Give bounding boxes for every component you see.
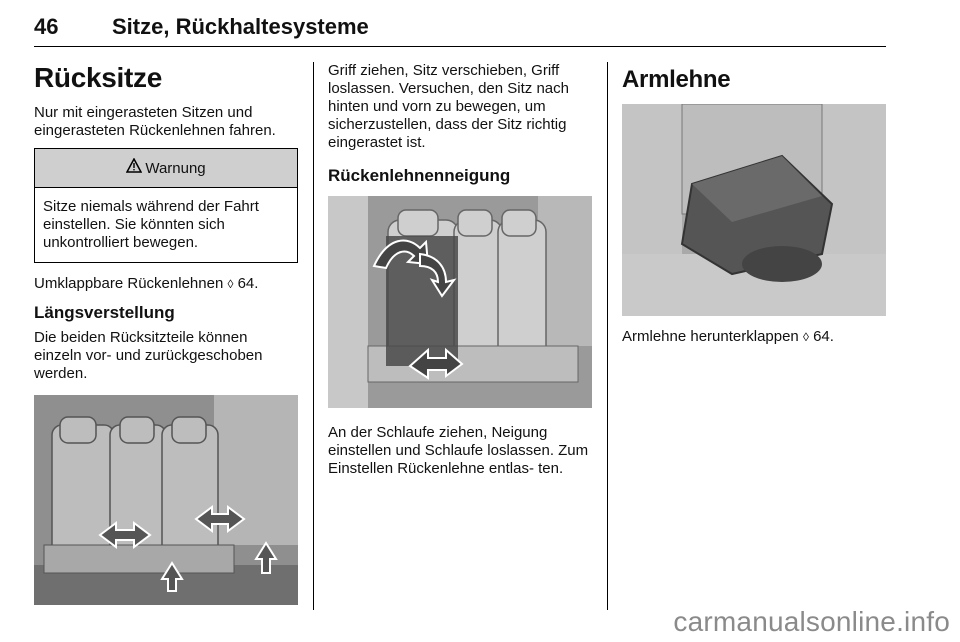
reference-icon: ◊ <box>802 330 809 344</box>
subsection-heading: Rückenlehnenneigung <box>328 166 511 185</box>
fold-text: Umklappbare Rückenlehnen <box>34 275 224 292</box>
intro-paragraph: Nur mit eingerasteten Sitzen und eingerasteten Rückenlehnen fahren. <box>34 104 276 139</box>
warning-triangle-icon <box>126 158 142 178</box>
section-heading: Armlehne <box>622 66 731 93</box>
subsection-heading: Längsverstellung <box>34 303 175 322</box>
warning-title: Warnung <box>145 159 206 177</box>
armrest-text: Armlehne herunterklappen <box>622 328 799 345</box>
reference-icon: ◊ <box>227 277 234 291</box>
page-number: 46 <box>34 14 59 39</box>
fold-paragraph <box>34 275 298 293</box>
armrest-page-ref[interactable]: 64. <box>813 328 834 345</box>
page-header <box>34 4 886 47</box>
longitudinal-paragraph: Die beiden Rücksitzteile können einzeln vor- und zurückgeschoben werden. <box>34 329 263 382</box>
armrest-image <box>622 104 886 316</box>
warning-text: Sitze niemals während der Fahrt einstellen. Sie könnten sich unkontrolliert bewegen. <box>43 198 259 251</box>
column-left <box>34 62 298 605</box>
column-right <box>622 62 886 354</box>
fold-page-ref[interactable]: 64. <box>237 275 259 292</box>
warning-box <box>34 148 298 263</box>
rear-seat-slide-image <box>34 395 298 605</box>
warning-header <box>35 149 297 188</box>
column-middle <box>328 62 592 486</box>
recline-paragraph: An der Schlaufe ziehen, Neigung einstellen und Schlaufe loslassen. Zum Einstellen Rückenlehne entlas- ten. <box>328 424 589 477</box>
armrest-paragraph <box>622 328 886 346</box>
column-divider <box>607 62 608 610</box>
section-heading: Rücksitze <box>34 62 163 93</box>
watermark: carmanualsonline.info <box>673 606 950 637</box>
continued-paragraph: Griff ziehen, Sitz verschieben, Griff loslassen. Versuchen, den Sitz nach hinten und vorn zu bewegen, um sicherzustellen, dass der Sitz richtig eingerastet ist. <box>328 62 569 151</box>
column-divider <box>313 62 314 610</box>
chapter-title: Sitze, Rückhaltesysteme <box>112 14 369 39</box>
backrest-recline-image <box>328 196 592 408</box>
